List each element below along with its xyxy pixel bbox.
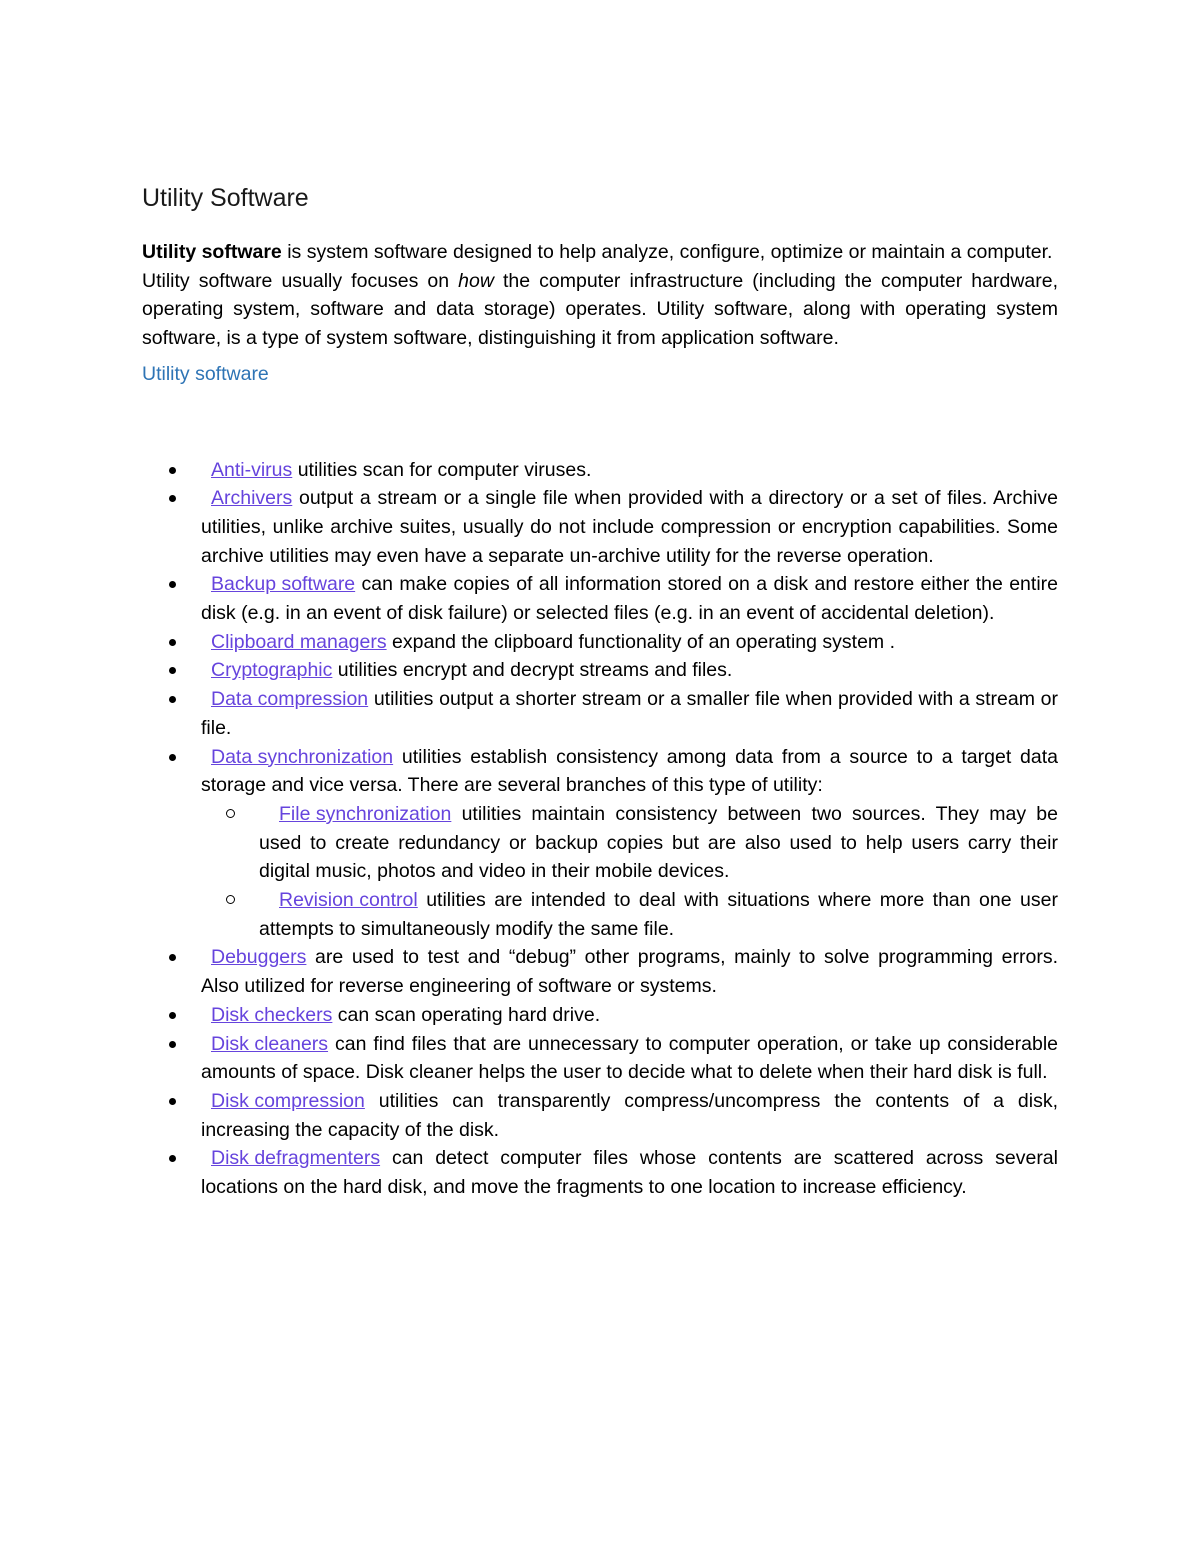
link-file-synchronization[interactable]: File synchronization [279,802,452,825]
circle-bullet-icon [226,809,235,818]
section-heading: Utility software [142,362,269,385]
item-text: utilities establish consistency among data from a source to a target data storage and vice versa. There are several branches of this type of utility: [201,745,1058,797]
list-item [142,456,1058,485]
link-data-compression[interactable]: Data compression [211,688,369,711]
sub-item-text: utilities are intended to deal with situations where more than one user attempts to simultaneously modify the same file. [259,889,1058,940]
link-data-synchronization[interactable]: Data synchronization [211,745,394,768]
bullet-icon [169,1155,176,1162]
item-text: can find files that are unnecessary to computer operation, or take up considerable amounts of space. Disk cleaner helps the user to decide what to delete when their hard disk is full. [201,1032,1058,1084]
link-archivers[interactable]: Archivers [211,487,293,510]
bullet-icon [169,495,176,502]
sub-list [201,800,1058,944]
list-item [142,1030,1058,1087]
bullet-icon [169,581,176,588]
item-text: can scan operating hard drive. [332,1003,601,1026]
list-item [142,1001,1058,1030]
link-cryptographic[interactable]: Cryptographic [211,659,333,682]
item-text: utilities can transparently compress/uncompress the contents of a disk, increasing the capacity of the disk. [201,1089,1058,1141]
bullet-icon [169,467,176,474]
bullet-icon [169,696,176,703]
intro-paragraph-1 [142,238,1058,267]
list-item [142,484,1058,570]
intro-p2-italic: how [458,269,494,292]
bullet-icon [169,1041,176,1048]
item-text: are used to test and “debug” other programs, mainly to solve programming errors. Also utilized for reverse engineering of software or systems. [201,946,1058,998]
sub-list-item [201,886,1058,943]
page-title: Utility Software [142,184,309,212]
link-backup-software[interactable]: Backup software [211,573,356,596]
intro-bold-term: Utility software [142,241,282,263]
item-text: utilities encrypt and decrypt streams and files. [332,659,733,682]
link-disk-compression[interactable]: Disk compression [211,1089,365,1112]
list-item [142,656,1058,685]
link-debuggers[interactable]: Debuggers [211,946,307,969]
bullet-icon [169,1098,176,1105]
intro-p2-before: Utility software usually focuses on [142,269,459,292]
item-text: can detect computer files whose contents are scattered across several locations on the hard disk, and move the fragments to one location to increase efficiency. [201,1147,1058,1199]
list-item [142,570,1058,627]
bullet-icon [169,754,176,761]
list-item [142,743,1058,944]
list-item [142,943,1058,1000]
list-item [142,1144,1058,1201]
item-text: can make copies of all information stored on a disk and restore either the entire disk (e.g. in an event of disk failure) or selected files (e.g. in an event of accidental deletion). [201,573,1058,625]
intro-paragraph-2 [142,267,1058,353]
link-clipboard-managers[interactable]: Clipboard managers [211,630,387,653]
list-item [142,685,1058,742]
item-text: output a stream or a single file when provided with a directory or a set of files. Archive utilities, unlike archive suites, usually do not include compression or encryption capabilities. Some archive utilities may even have a separate un-archive utility for the reverse operation. [201,487,1058,567]
document-page [142,180,1058,1202]
sub-item-text: utilities maintain consistency between two sources. They may be used to create redundancy or backup copies but are also used to help users carry their digital music, photos and video in their mobile devices. [259,802,1058,883]
link-anti-virus[interactable]: Anti-virus [211,458,293,481]
item-text: utilities output a shorter stream or a smaller file when provided with a stream or file. [201,688,1058,739]
link-disk-checkers[interactable]: Disk checkers [211,1003,333,1026]
intro-p2-after: the computer infrastructure (including the computer hardware, operating system, software and data storage) operates. Utility software, along with operating system software, is a type of system software, distinguishing it from application software. [142,269,1058,350]
bullet-icon [169,639,176,646]
intro-p1-text: is system software designed to help analyze, configure, optimize or maintain a computer. [281,241,1053,263]
list-item [142,628,1058,657]
list-item [142,1087,1058,1144]
sub-list-item [201,800,1058,886]
utility-list [142,456,1058,1202]
bullet-icon [169,667,176,674]
link-disk-defragmenters[interactable]: Disk defragmenters [211,1147,381,1170]
item-text: utilities scan for computer viruses. [292,458,592,481]
link-disk-cleaners[interactable]: Disk cleaners [211,1032,329,1055]
circle-bullet-icon [226,895,235,904]
item-text: expand the clipboard functionality of an operating system . [386,630,895,653]
bullet-icon [169,954,176,961]
link-revision-control[interactable]: Revision control [279,889,418,912]
bullet-icon [169,1012,176,1019]
